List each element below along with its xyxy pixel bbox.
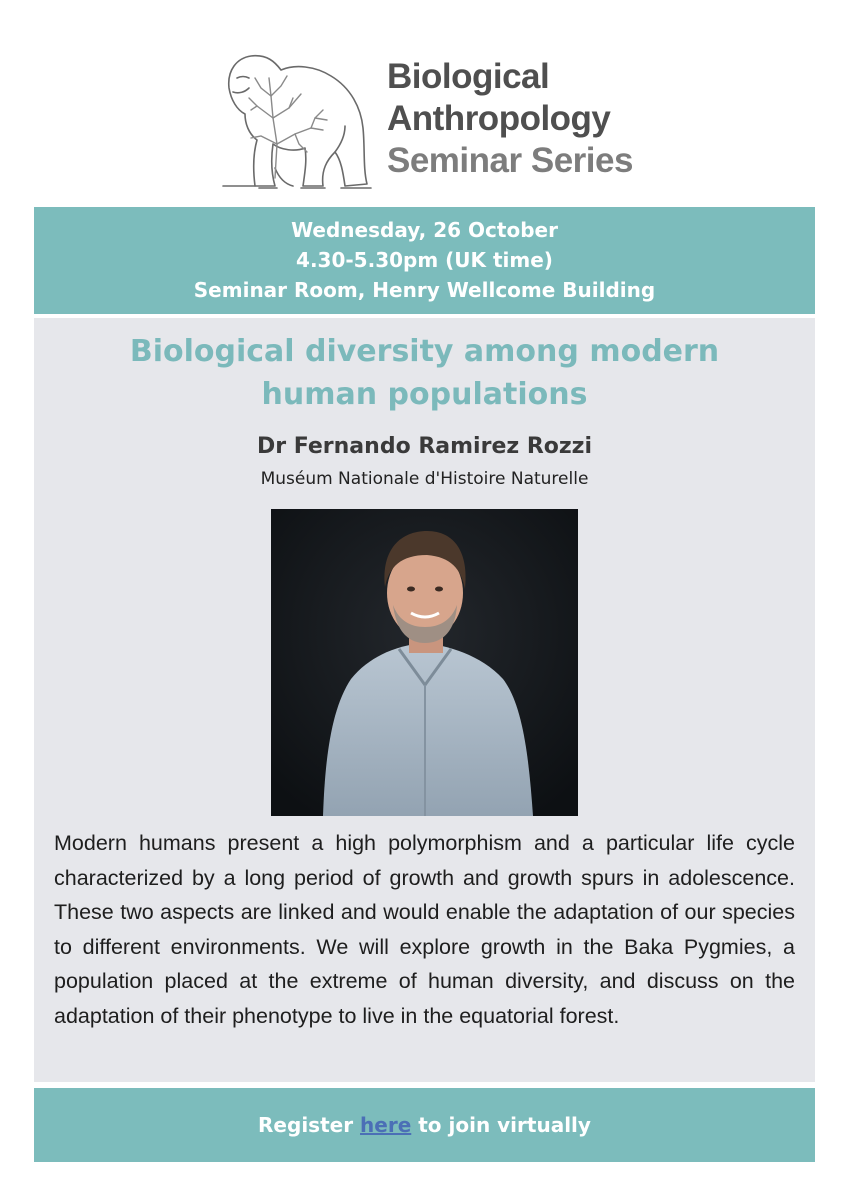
series-title-line-2: Anthropology xyxy=(387,99,611,138)
event-time: 4.30-5.30pm (UK time) xyxy=(296,248,553,272)
talk-title-line-2: human populations xyxy=(261,377,588,412)
series-header xyxy=(215,48,655,193)
register-suffix: to join virtually xyxy=(411,1113,591,1137)
speaker-portrait-image xyxy=(271,509,578,816)
speaker-name: Dr Fernando Ramirez Rozzi xyxy=(256,434,593,459)
series-title xyxy=(387,56,633,182)
register-prefix: Register xyxy=(258,1113,361,1137)
speaker-portrait xyxy=(271,509,578,816)
speaker-affiliation: Muséum Nationale d'Histoire Naturelle xyxy=(260,469,589,489)
series-title-line-3: Seminar Series xyxy=(387,141,633,180)
event-date: Wednesday, 26 October xyxy=(291,218,558,242)
talk-panel xyxy=(34,318,815,1082)
gorilla-tree-logo-icon xyxy=(215,48,375,193)
register-banner xyxy=(34,1088,815,1162)
talk-title-line-1: Biological diversity among modern xyxy=(129,334,720,369)
talk-title xyxy=(34,330,815,416)
event-location: Seminar Room, Henry Wellcome Building xyxy=(193,278,656,302)
register-link[interactable]: here xyxy=(360,1113,412,1137)
series-title-line-1: Biological xyxy=(387,57,550,96)
event-details-banner xyxy=(34,207,815,314)
talk-abstract: Modern humans present a high polymorphism and a particular life cycle characterized by a long period of growth and growth spurs in adolescence. These two aspects are linked and would enable the adaptation of our species to different environments. We will explore growth in the Baka Pygmies, a population placed at the extreme of human diversity, and discuss on the adaptation of their phenotype to live in the equatorial forest. xyxy=(54,831,795,1028)
